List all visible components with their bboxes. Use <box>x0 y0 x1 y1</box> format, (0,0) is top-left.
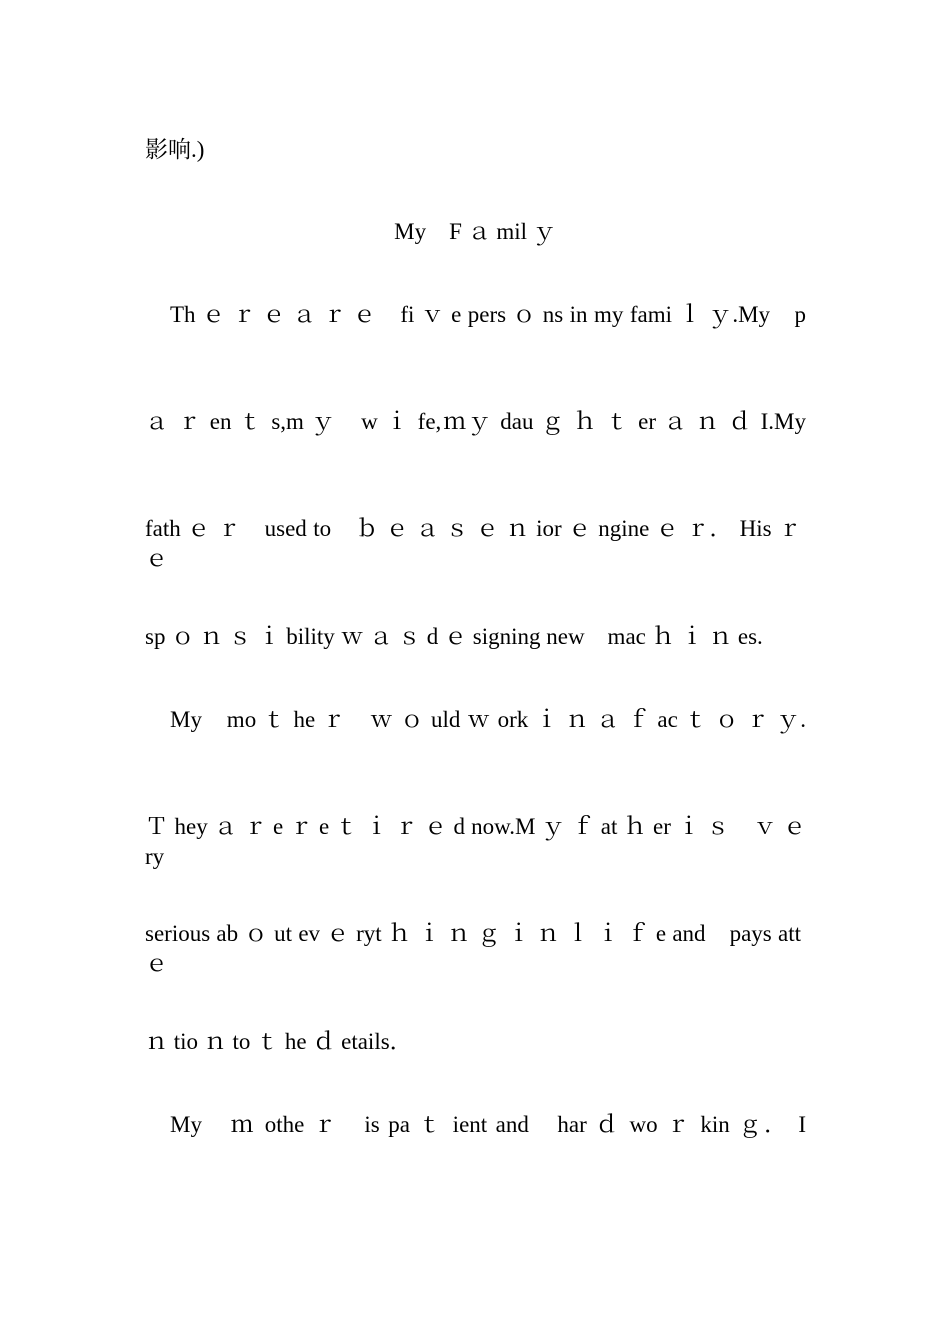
paragraph-1-line-3: fath ｅ ｒ used to ｂ ｅ ａ ｓ ｅ ｎ ior ｅ ngine ｅ ｒ． His ｒ ｅ <box>145 516 801 571</box>
paragraph-2-line-4: ｎ tio ｎ to ｔ he ｄ etails． <box>145 1029 413 1054</box>
paragraph-2-line-1: My mo ｔ he ｒ ｗ ｏ uld ｗ ork ｉ ｎ ａ ｆ ac ｔ ｏ ｒ ｙ. <box>170 707 806 732</box>
paragraph-2-line-3: serious ab ｏ ut ev ｅ ryt ｈ ｉ ｎ ｇ ｉ ｎ ｌ ｉ ｆ e and pays att ｅ <box>145 921 801 976</box>
paragraph-1-line-4: sp ｏ ｎ ｓ ｉ bility ｗ ａ ｓ d ｅ signing new mac ｈ ｉ ｎ es. <box>145 624 763 649</box>
paragraph-3-line-1: My ｍ othe ｒ is pa ｔ ient and har ｄ wo ｒ kin ｇ． I <box>170 1112 806 1137</box>
paragraph-1-line-2: ａ ｒ en ｔ s,m ｙ w ｉ fe,ｍｙ dau ｇ ｈ ｔ er ａ ｎ ｄ I.My <box>145 409 806 434</box>
document-title: My F ａ mil ｙ <box>394 219 556 244</box>
text-line-1: 影响.) <box>145 137 205 162</box>
paragraph-2-line-2: Ｔ hey ａ ｒ e ｒ e ｔ ｉ ｒ ｅ d now.M ｙ ｆ at ｈ er ｉ ｓ ｖ ｅ ry <box>145 814 806 869</box>
paragraph-1-line-1: Th ｅ ｒ ｅ ａ ｒ ｅ fi ｖ e pers ｏ ns in my fami ｌ ｙ.My p <box>170 302 806 327</box>
